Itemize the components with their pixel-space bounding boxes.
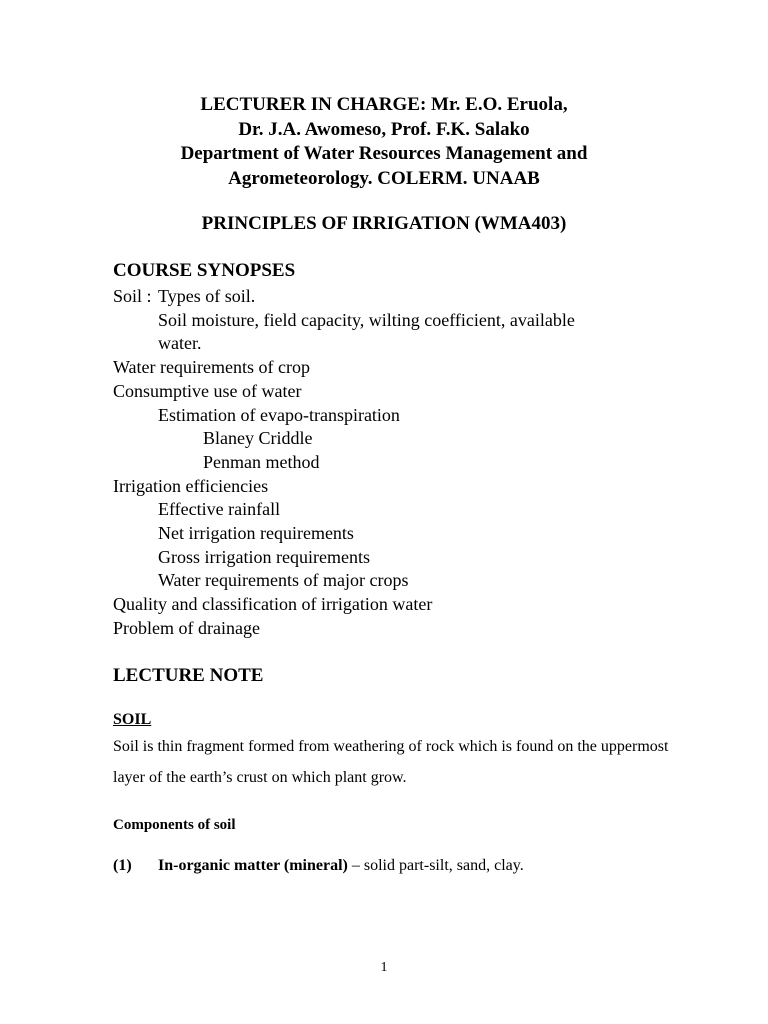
synopsis-heading: COURSE SYNOPSES [113,260,296,281]
page-number: 1 [380,960,388,975]
lecturer-header [0,93,768,191]
synopsis-item: Blaney Criddle [203,428,313,449]
synopsis-item: Gross irrigation requirements [158,546,370,567]
synopsis-item: Penman method [203,451,320,472]
soil-label: Soil : [113,286,152,306]
synopsis-item: Irrigation efficiencies [113,475,269,496]
synopsis-soil-row [113,285,673,309]
header-line: LECTURER IN CHARGE: Mr. E.O. Eruola, [200,94,568,115]
synopsis-item: Water requirements of crop [113,357,310,378]
synopsis-item: water. [158,333,202,354]
lecture-note-heading: LECTURE NOTE [113,665,264,686]
synopsis-list [113,285,673,641]
synopsis-item: Net irrigation requirements [158,523,354,544]
item-description: – solid part-silt, sand, clay. [347,857,524,874]
synopsis-item: Estimation of evapo-transpiration [158,404,400,425]
synopsis-item: Quality and classification of irrigation water [113,594,433,615]
components-heading: Components of soil [113,817,236,833]
soil-section-heading: SOIL [113,711,152,728]
synopsis-item: Water requirements of major crops [158,570,409,591]
soil-first-item: Types of soil. [158,286,256,306]
synopsis-item: Effective rainfall [158,499,281,520]
item-number: (1) [113,857,132,874]
header-line: Department of Water Resources Management and [180,143,588,164]
course-title: PRINCIPLES OF IRRIGATION (WMA403) [201,213,567,234]
header-line: Agrometeorology. COLERM. UNAAB [228,167,540,189]
component-item [113,857,524,875]
header-line: Dr. J.A. Awomeso, Prof. F.K. Salako [238,118,530,140]
synopsis-item: Soil moisture, field capacity, wilting coefficient, available [158,309,575,330]
synopsis-item: Problem of drainage [113,617,260,638]
synopsis-item: Consumptive use of water [113,380,302,401]
item-label: In-organic matter (mineral) [158,857,348,874]
soil-definition-paragraph: Soil is thin fragment formed from weathering of rock which is found on the uppermost layer of the earth’s crust on which plant grow. [113,738,669,786]
